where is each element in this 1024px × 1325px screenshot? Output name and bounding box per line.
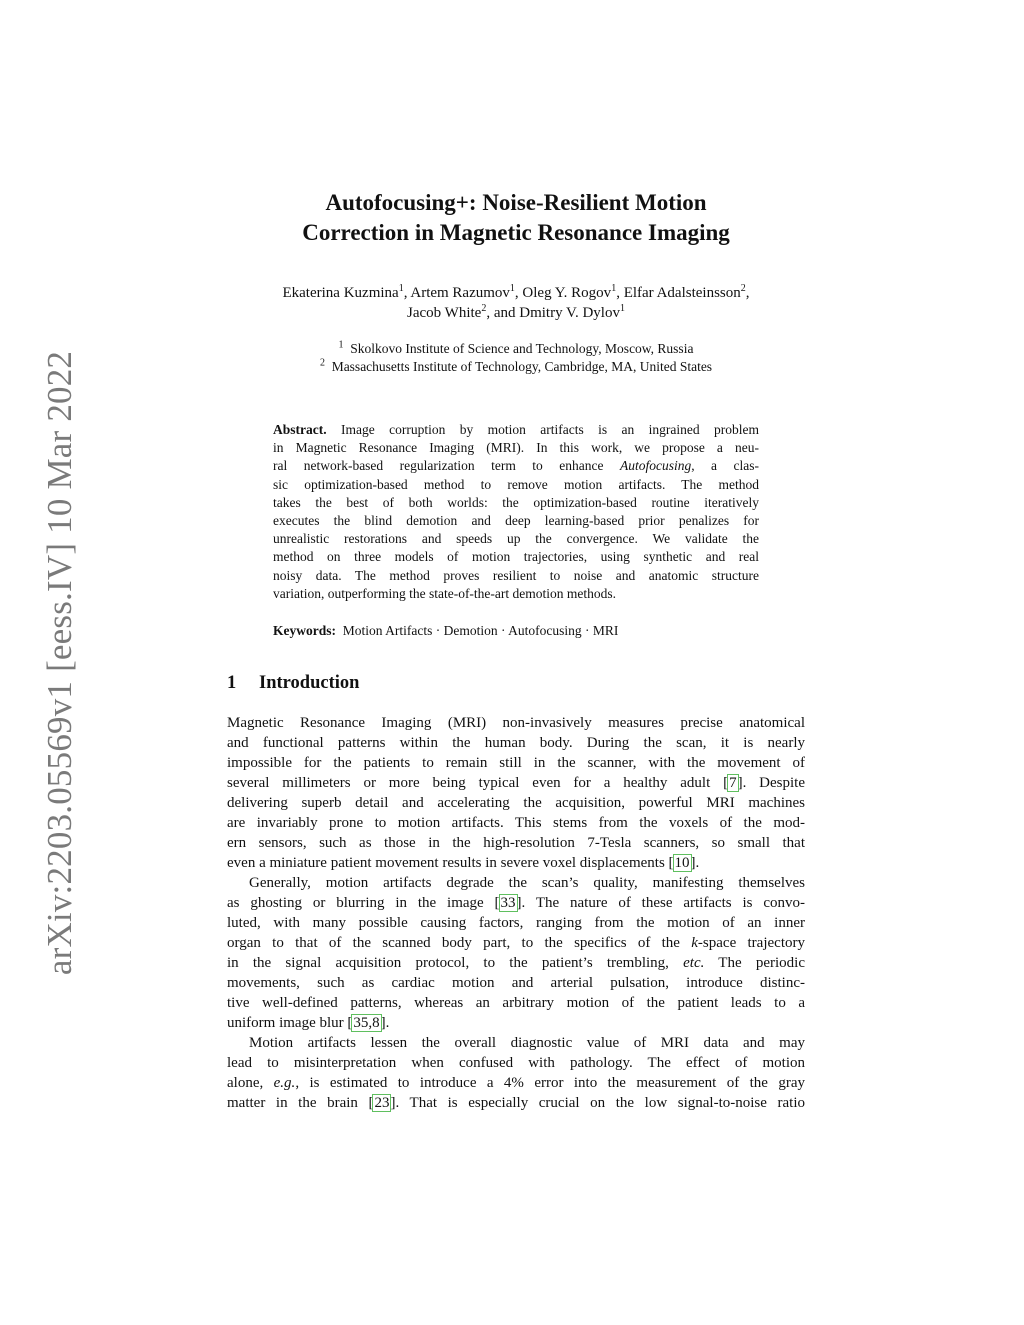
citation-link[interactable]: 33: [500, 895, 516, 911]
abstract-line: variation, outperforming the state-of-the-art demotion methods.: [273, 585, 617, 601]
author-name: Ekaterina Kuzmina: [282, 285, 399, 301]
affiliation-mark: 1: [338, 339, 344, 351]
body-text: . The nature of these artifacts is convo-: [521, 895, 805, 911]
body-text: The periodic: [704, 955, 805, 971]
author-affiliation-mark: 1: [619, 303, 625, 314]
title-line-2: Correction in Magnetic Resonance Imaging: [302, 220, 730, 245]
abstract-line: in Magnetic Resonance Imaging (MRI). In this work, we propose a neu-: [273, 440, 759, 456]
body-line: delivering superb detail and accelerating the acquisition, powerful MRI machines: [227, 795, 805, 811]
body-text: . That is especially crucial on the low signal-to-noise ratio: [395, 1095, 805, 1111]
body-line: [227, 953, 805, 973]
body-line: Motion artifacts lessen the overall diagnostic value of MRI data and may: [249, 1035, 805, 1051]
author-line-1: [227, 283, 805, 303]
body-line: several millimeters or more being typical even for a healthy adult [7]. Despite: [227, 775, 806, 791]
arxiv-identifier-stamp: arXiv:2203.05569v1 [eess.IV] 10 Mar 2022: [40, 350, 79, 976]
title-line-1: Autofocusing+: Noise-Resilient Motion: [325, 190, 707, 215]
body-line: and functional patterns within the human body. During the scan, it is nearly: [227, 735, 805, 751]
abstract-text: ral network-based regularization term to enhance: [273, 458, 620, 474]
body-text: as ghosting or blurring in the image: [227, 895, 495, 911]
body-text: . Despite: [742, 775, 806, 791]
body-line: are invariably prone to motion artifacts. This stems from the voxels of the mod-: [227, 815, 805, 831]
abstract-text: Image corruption by motion artifacts is an ingrained problem: [341, 422, 760, 437]
abstract-line: [273, 421, 759, 439]
abstract-line: takes the best of both worlds: the optimization-based routine iteratively: [273, 494, 759, 510]
body-line: luted, with many possible causing factors, ranging from the motion of an inner: [227, 915, 805, 931]
body-text: .: [695, 855, 700, 871]
abstract-text: , a clas-: [691, 458, 759, 474]
citation-link[interactable]: 10: [674, 855, 690, 871]
body-line: impossible for the patients to remain still in the scanner, with the movement of: [227, 755, 805, 771]
body-line: even a miniature patient movement results in severe voxel displacements [10].: [227, 855, 700, 871]
author-affiliation-mark: 2: [740, 283, 746, 294]
section-number: 1: [227, 673, 237, 693]
affiliation-2: [227, 358, 805, 376]
body-line: movements, such as cardiac motion and arterial pulsation, introduce distinc-: [227, 975, 805, 991]
introduction-body: [227, 713, 805, 1113]
body-line: [227, 933, 805, 953]
abstract-line: [273, 457, 759, 475]
author-line-2: [227, 303, 805, 323]
body-line: Generally, motion artifacts degrade the scan’s quality, manifesting themselves: [249, 875, 805, 891]
body-text: even a miniature patient movement results in severe voxel displacements: [227, 855, 669, 871]
body-emphasis: etc.: [683, 955, 705, 971]
affiliation-text: Skolkovo Institute of Science and Technology, Moscow, Russia: [350, 341, 694, 356]
author-name: , Oleg Y. Rogov: [514, 285, 612, 301]
section-title: Introduction: [259, 673, 360, 693]
abstract-line: noisy data. The method proves resilient to noise and anatomic structure: [273, 567, 759, 583]
paper-title: [227, 188, 805, 248]
section-heading-introduction: [227, 673, 359, 694]
body-line: tive well-defined patterns, whereas an arbitrary motion of the patient leads to a: [227, 995, 805, 1011]
author-name: Jacob White: [407, 305, 482, 321]
body-text: organ to that of the scanned body part, to the specifics of the: [227, 935, 692, 951]
body-text: in the signal acquisition protocol, to the patient’s trembling,: [227, 955, 684, 971]
abstract: [273, 421, 759, 603]
body-text: matter in the brain: [227, 1095, 369, 1111]
body-line: [227, 1073, 805, 1093]
author-separator: ,: [745, 285, 750, 301]
abstract-line: method on three models of motion trajectories, using synthetic and real: [273, 549, 759, 565]
abstract-line: executes the blind demotion and deep learning-based prior penalizes for: [273, 512, 759, 528]
author-name: , Elfar Adalsteinsson: [616, 285, 741, 301]
body-emphasis: e.g.: [273, 1075, 296, 1091]
author-affiliation-mark: 1: [611, 283, 617, 294]
keywords-text: Motion Artifacts · Demotion · Autofocusing · MRI: [342, 623, 619, 638]
body-text: uniform image blur: [227, 1015, 348, 1031]
author-name: , and Dmitry V. Dylov: [486, 305, 620, 321]
body-line: Magnetic Resonance Imaging (MRI) non-invasively measures precise anatomical: [227, 715, 805, 731]
keywords-label: Keywords:: [273, 623, 336, 638]
body-line: lead to misinterpretation when confused with pathology. The effect of motion: [227, 1055, 805, 1071]
affiliation-text: Massachusetts Institute of Technology, Cambridge, MA, United States: [331, 359, 713, 374]
body-line: uniform image blur [35,8].: [227, 1015, 390, 1031]
body-text: -space trajectory: [697, 935, 805, 951]
body-line: ern sensors, such as those in the high-resolution 7-Tesla scanners, so small that: [227, 835, 805, 851]
author-affiliation-mark: 2: [481, 303, 487, 314]
citation-link[interactable]: 35,8: [353, 1015, 380, 1031]
body-emphasis: k: [691, 935, 698, 951]
author-name: , Artem Razumov: [403, 285, 510, 301]
body-text: , is estimated to introduce a 4% error into the measurement of the gray: [295, 1075, 805, 1091]
body-line: matter in the brain [23]. That is especially crucial on the low signal-to-noise ratio: [227, 1095, 805, 1111]
affiliation-list: [227, 340, 805, 376]
author-list: [227, 283, 805, 323]
body-text: alone,: [227, 1075, 274, 1091]
abstract-emphasis: Autofocusing: [619, 458, 692, 474]
author-affiliation-mark: 1: [509, 283, 515, 294]
body-text: several millimeters or more being typical even for a healthy adult: [227, 775, 724, 791]
body-line: as ghosting or blurring in the image [33]. The nature of these artifacts is convo-: [227, 895, 805, 911]
abstract-label: Abstract.: [273, 422, 327, 437]
author-affiliation-mark: 1: [398, 283, 404, 294]
citation-link[interactable]: 7: [729, 775, 737, 791]
affiliation-mark: 2: [319, 357, 325, 369]
citation-link[interactable]: 23: [374, 1095, 390, 1111]
abstract-line: unrealistic restorations and speeds up the convergence. We validate the: [273, 531, 759, 547]
body-text: .: [385, 1015, 390, 1031]
keywords: [273, 622, 759, 640]
abstract-line: sic optimization-based method to remove motion artifacts. The method: [273, 476, 759, 492]
affiliation-1: [227, 340, 805, 358]
